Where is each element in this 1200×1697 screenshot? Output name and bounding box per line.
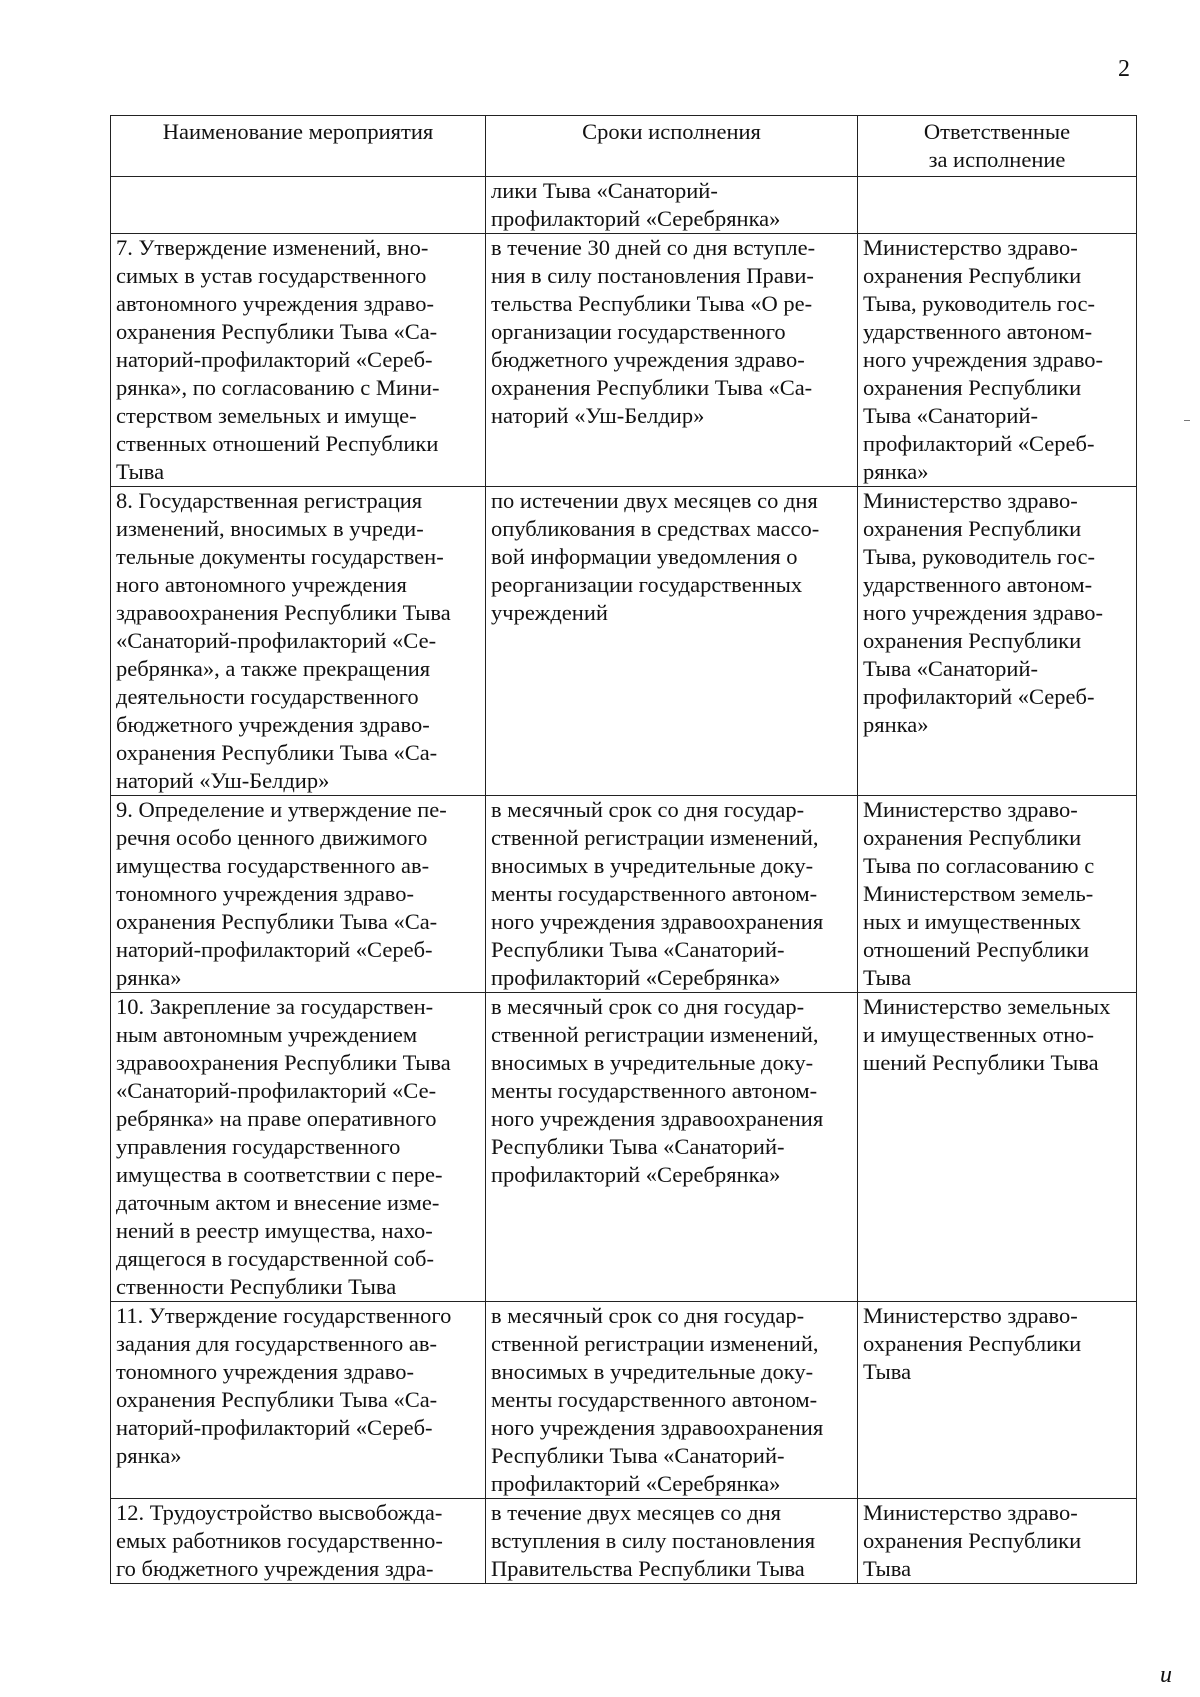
cell-responsible: Министерство здраво- охранения Республики Тыва <box>858 1499 1137 1584</box>
table-header-row <box>111 116 1137 177</box>
cell-deadline: в течение двух месяцев со дня вступления в силу постановления Правительства Республики Тыва <box>486 1499 858 1584</box>
header-deadline: Сроки исполнения <box>486 116 858 177</box>
cell-responsible: Министерство здраво- охранения Республики Тыва, руководитель гос- ударственного автоном- ного учреждения здраво- охранения Республики Тыва «Санаторий- профилакторий «Сереб- рянка» <box>858 487 1137 796</box>
table-row <box>111 177 1137 234</box>
table-row <box>111 993 1137 1302</box>
table-row <box>111 487 1137 796</box>
cell-deadline: в месячный срок со дня государ- ственной регистрации изменений, вносимых в учредительные доку- менты государственного автоном- ного учреждения здравоохранения Республики Тыва «Санаторий- профилакторий «Серебрянка» <box>486 796 858 993</box>
cell-action <box>111 177 486 234</box>
cell-deadline: в месячный срок со дня государ- ственной регистрации изменений, вносимых в учредительные доку- менты государственного автоном- ного учреждения здравоохранения Республики Тыва «Санаторий- профилакторий «Серебрянка» <box>486 993 858 1302</box>
cell-deadline: лики Тыва «Санаторий- профилакторий «Серебрянка» <box>486 177 858 234</box>
cell-action: 7. Утверждение изменений, вно- симых в устав государственного автономного учреждения здраво- охранения Республики Тыва «Са- наторий-профилакторий «Сереб- рянка», по согласованию с Мини- стерством земельных и имуще- ственных отношений Республики Тыва <box>111 234 486 487</box>
cell-deadline: по истечении двух месяцев со дня опубликования в средствах массо- вой информации уведомления о реорганизации государственных учреждений <box>486 487 858 796</box>
cell-action: 9. Определение и утверждение пе- речня особо ценного движимого имущества государственного ав- тономного учреждения здраво- охранения Республики Тыва «Са- наторий-профилакторий «Сереб- рянка» <box>111 796 486 993</box>
cell-action: 11. Утверждение государственного задания для государственного ав- тономного учреждения здраво- охранения Республики Тыва «Са- наторий-профилакторий «Сереб- рянка» <box>111 1302 486 1499</box>
table-row <box>111 1302 1137 1499</box>
cell-responsible: Министерство здраво- охранения Республики Тыва, руководитель гос- ударственного автоном- ного учреждения здраво- охранения Республики Тыва «Санаторий- профилакторий «Сереб- рянка» <box>858 234 1137 487</box>
cell-deadline: в месячный срок со дня государ- ственной регистрации изменений, вносимых в учредительные доку- менты государственного автоном- ного учреждения здравоохранения Республики Тыва «Санаторий- профилакторий «Серебрянка» <box>486 1302 858 1499</box>
action-plan-table <box>110 115 1137 1584</box>
page-number: 2 <box>1118 56 1130 82</box>
table-row <box>111 796 1137 993</box>
table-row <box>111 1499 1137 1584</box>
cell-action: 8. Государственная регистрация изменений, вносимых в учреди- тельные документы государствен- ного автономного учреждения здравоохранения Республики Тыва «Санаторий-профилакторий «Се- ребрянка», а также прекращения деятельности государственного бюджетного учреждения здраво- охранения Республики Тыва «Са- наторий «Уш-Белдир» <box>111 487 486 796</box>
cell-action: 10. Закрепление за государствен- ным автономным учреждением здравоохранения Республики Тыва «Санаторий-профилакторий «Се- ребрянка» на праве оперативного управления государственного имущества в соответствии с пере- даточным актом и внесение изме- нений в реестр имущества, нахо- дящегося в государственной соб- ственности Республики Тыва <box>111 993 486 1302</box>
cell-responsible: Министерство здраво- охранения Республики Тыва по согласованию с Министерством земель- ных и имущественных отношений Республики Тыва <box>858 796 1137 993</box>
handwritten-corner-mark: и <box>1160 1662 1172 1688</box>
margin-tick <box>1184 420 1190 421</box>
header-responsible: Ответственные за исполнение <box>858 116 1137 177</box>
header-action: Наименование мероприятия <box>111 116 486 177</box>
cell-responsible: Министерство здраво- охранения Республики Тыва <box>858 1302 1137 1499</box>
cell-action: 12. Трудоустройство высвобожда- емых работников государственно- го бюджетного учреждения здра- <box>111 1499 486 1584</box>
table-row <box>111 234 1137 487</box>
cell-responsible <box>858 177 1137 234</box>
cell-responsible: Министерство земельных и имущественных отно- шений Республики Тыва <box>858 993 1137 1302</box>
cell-deadline: в течение 30 дней со дня вступле- ния в силу постановления Прави- тельства Республики Тыва «О ре- организации государственного бюджетного учреждения здраво- охранения Республики Тыва «Са- наторий «Уш-Белдир» <box>486 234 858 487</box>
